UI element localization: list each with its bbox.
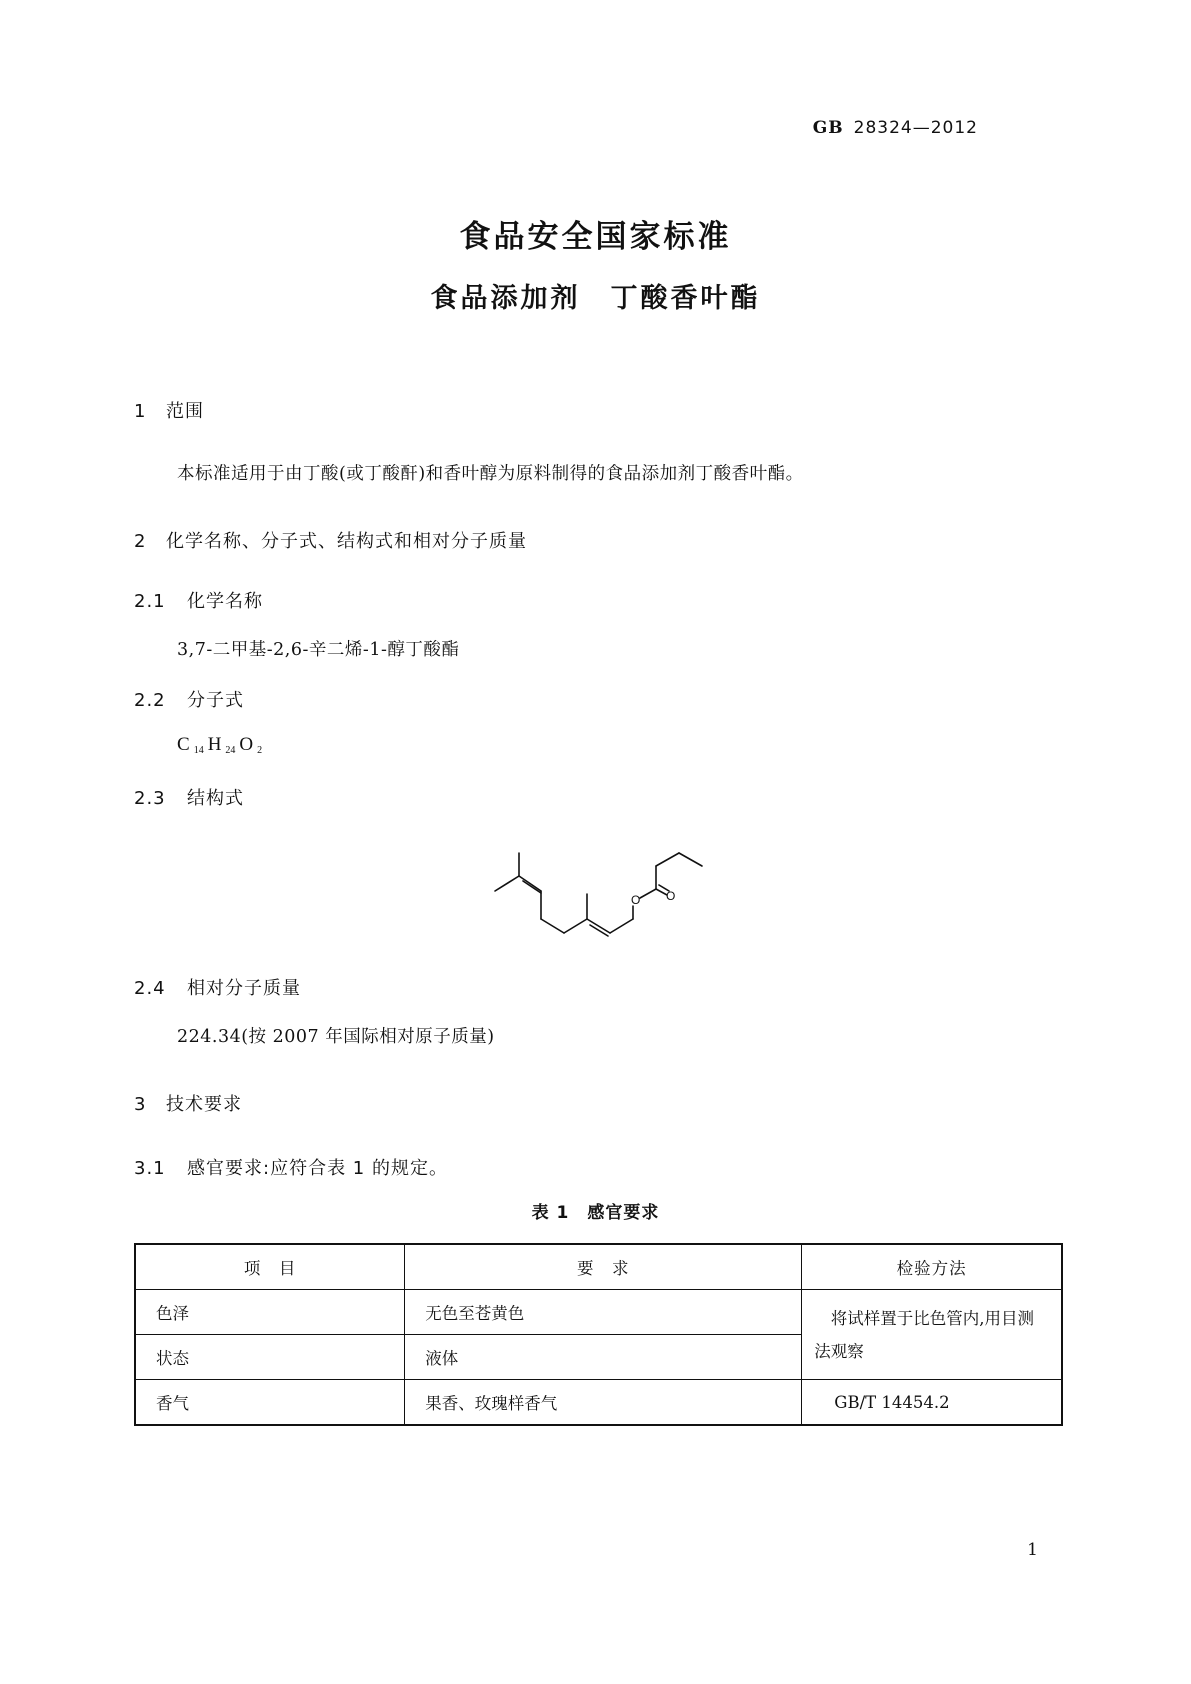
formula-element-h: H bbox=[207, 734, 222, 755]
table-cell-item: 状态 bbox=[135, 1335, 405, 1380]
table-cell-item: 香气 bbox=[135, 1380, 405, 1426]
section-2-3-heading bbox=[134, 784, 244, 810]
section-2-heading bbox=[134, 527, 527, 553]
formula-element-o: O bbox=[239, 734, 254, 755]
table-header-method: 检验方法 bbox=[802, 1244, 1062, 1290]
document-subtitle: 食品添加剂 丁酸香叶酯 bbox=[430, 283, 761, 314]
section-number: 2.2 bbox=[134, 690, 166, 711]
table-caption: 表 1 感官要求 bbox=[531, 1203, 660, 1223]
section-3-heading bbox=[134, 1090, 242, 1116]
section-2-1-heading bbox=[134, 587, 263, 613]
section-number: 2 bbox=[134, 531, 147, 552]
molecular-weight: 224.34(按 2007 年国际相对原子质量) bbox=[177, 1027, 495, 1047]
standard-code bbox=[813, 118, 978, 138]
formula-count-h: 24 bbox=[225, 745, 236, 756]
table-cell-requirement: 无色至苍黄色 bbox=[405, 1290, 802, 1335]
section-number: 3.1 bbox=[134, 1158, 166, 1179]
document-title: 食品安全国家标准 bbox=[459, 219, 732, 255]
molecular-formula bbox=[177, 734, 266, 756]
standard-code-prefix: GB bbox=[812, 118, 844, 138]
table-header-item: 项 目 bbox=[135, 1244, 405, 1290]
section-1-heading bbox=[134, 397, 204, 423]
section-title: 相对分子质量 bbox=[187, 978, 301, 999]
section-title: 范围 bbox=[166, 401, 204, 422]
formula-element-c: C bbox=[177, 734, 190, 755]
sensory-requirements-table bbox=[134, 1243, 1063, 1426]
section-number: 2.1 bbox=[134, 591, 166, 612]
table-row bbox=[135, 1380, 1062, 1426]
table-cell-method-merged: 将试样置于比色管内,用目测法观察 bbox=[802, 1290, 1062, 1380]
section-title: 化学名称 bbox=[187, 591, 263, 612]
table-header-row bbox=[135, 1244, 1062, 1290]
table-cell-method: GB/T 14454.2 bbox=[802, 1380, 1062, 1426]
chemical-name: 3,7-二甲基-2,6-辛二烯-1-醇丁酸酯 bbox=[177, 640, 460, 660]
section-2-2-heading bbox=[134, 686, 244, 712]
section-number: 1 bbox=[134, 401, 147, 422]
carbonyl-oxygen-label: O bbox=[666, 889, 676, 903]
section-title: 结构式 bbox=[187, 788, 244, 809]
section-3-1-heading bbox=[134, 1154, 448, 1180]
section-1-text: 本标准适用于由丁酸(或丁酸酐)和香叶醇为原料制得的食品添加剂丁酸香叶酯。 bbox=[177, 464, 804, 484]
ether-oxygen-label: O bbox=[631, 893, 641, 907]
table-row bbox=[135, 1290, 1062, 1335]
section-title: 化学名称、分子式、结构式和相对分子质量 bbox=[166, 531, 527, 552]
structural-formula-diagram bbox=[486, 836, 706, 946]
table-cell-requirement: 液体 bbox=[405, 1335, 802, 1380]
standard-code-number: 28324—2012 bbox=[853, 118, 978, 138]
table-header-requirement: 要 求 bbox=[405, 1244, 802, 1290]
section-number: 2.3 bbox=[134, 788, 166, 809]
table-cell-requirement: 果香、玫瑰样香气 bbox=[405, 1380, 802, 1426]
section-title: 技术要求 bbox=[166, 1094, 242, 1115]
section-number: 3 bbox=[134, 1094, 147, 1115]
section-title: 感官要求:应符合表 1 的规定。 bbox=[187, 1158, 448, 1179]
section-number: 2.4 bbox=[134, 978, 166, 999]
formula-count-o: 2 bbox=[257, 745, 263, 756]
table-cell-item: 色泽 bbox=[135, 1290, 405, 1335]
formula-count-c: 14 bbox=[193, 745, 204, 756]
section-2-4-heading bbox=[134, 974, 301, 1000]
page-number: 1 bbox=[1027, 1540, 1038, 1560]
section-title: 分子式 bbox=[187, 690, 244, 711]
